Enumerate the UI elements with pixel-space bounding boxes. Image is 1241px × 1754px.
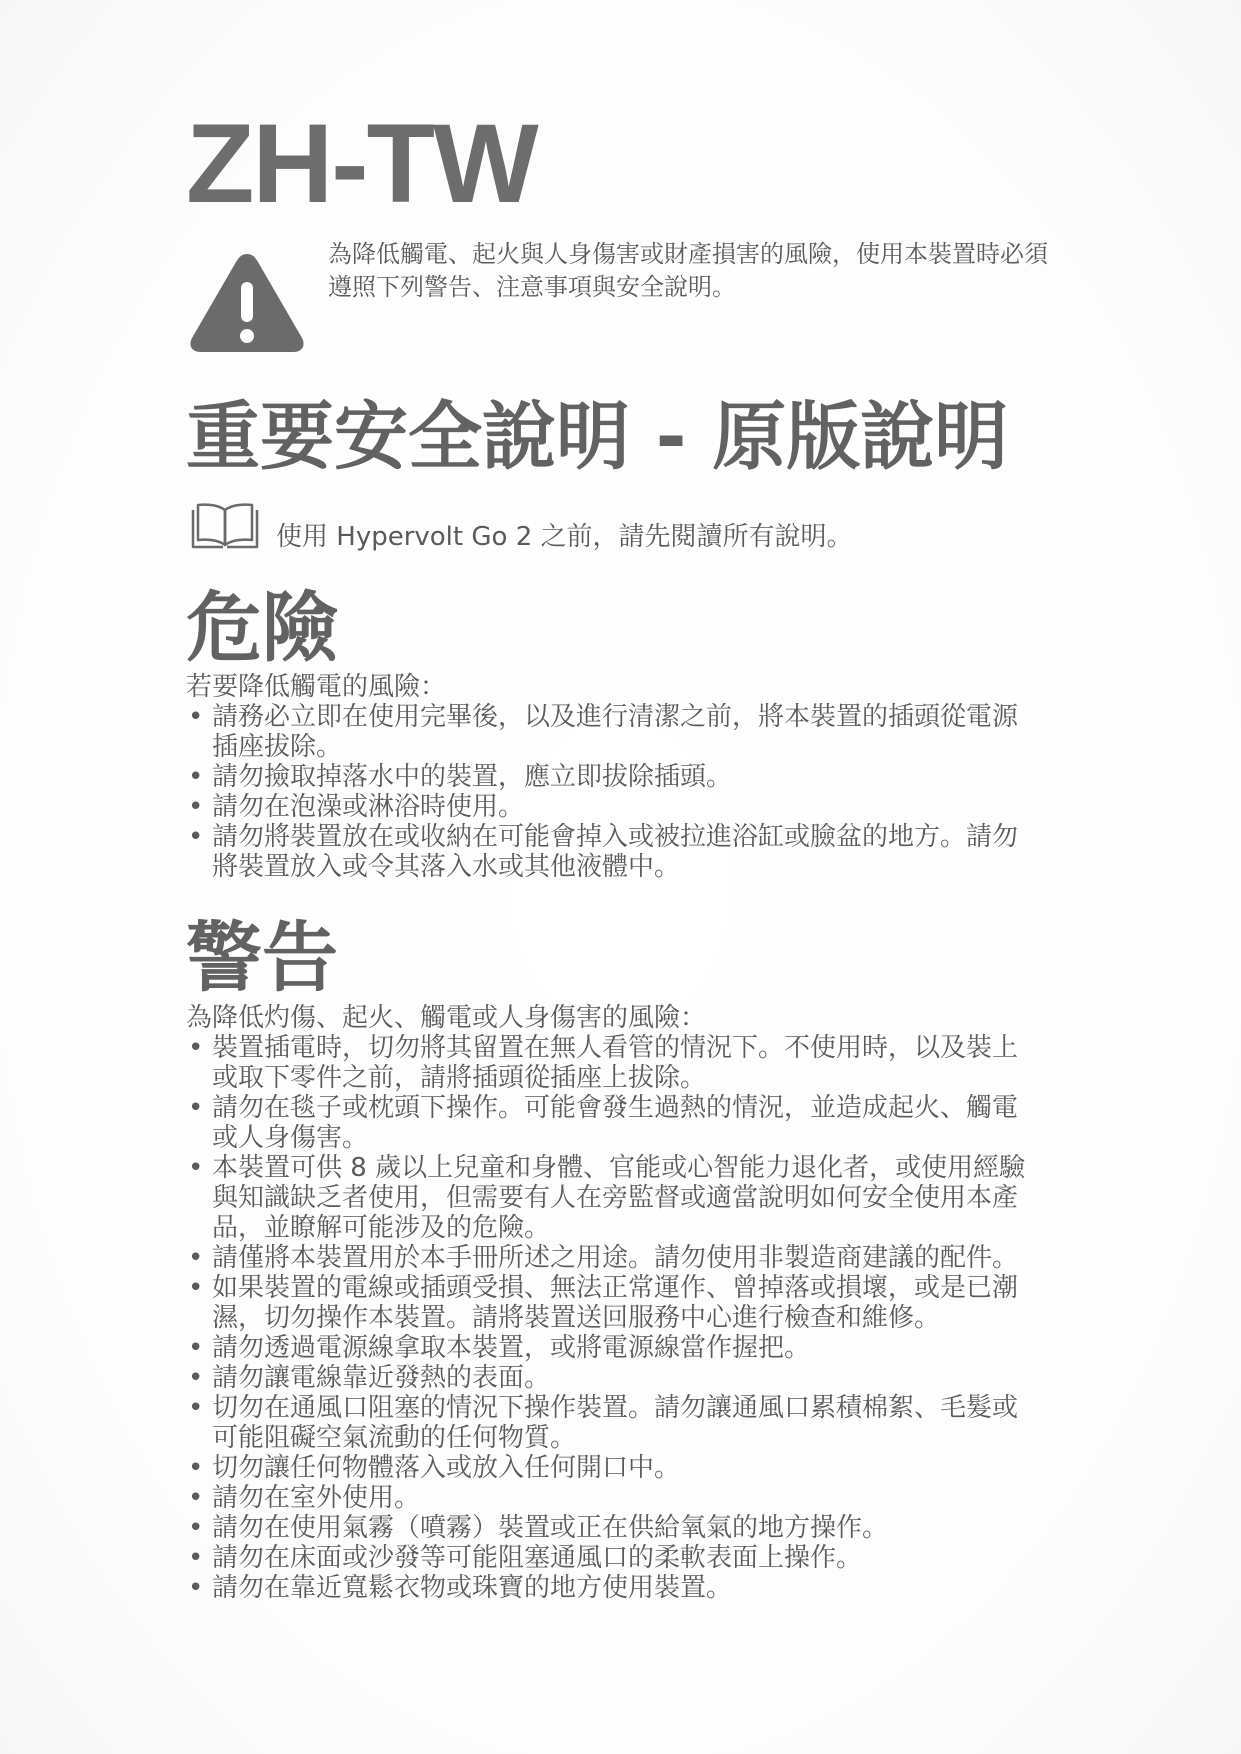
danger-lead: 若要降低觸電的風險： xyxy=(186,672,447,702)
list-item: • 如果裝置的電線或插頭受損、無法正常運作、曾掉落或損壞，或是已潮濕，切勿操作本裝置。請將裝置送回服務中心進行檢查和維修。 xyxy=(188,1273,1019,1333)
list-item: • 請僅將本裝置用於本手冊所述之用途。請勿使用非製造商建議的配件。 xyxy=(188,1243,1019,1273)
warning-heading: 警告 xyxy=(186,913,338,1002)
list-item: • 切勿在通風口阻塞的情況下操作裝置。請勿讓通風口累積棉絮、毛髮或可能阻礙空氣流動的任何物質。 xyxy=(188,1393,1019,1453)
read-instructions-note: 使用 Hypervolt Go 2 之前，請先閱讀所有說明。 xyxy=(276,522,853,552)
list-item: • 請勿在床面或沙發等可能阻塞通風口的柔軟表面上操作。 xyxy=(188,1543,863,1573)
warning-lead: 為降低灼傷、起火、觸電或人身傷害的風險： xyxy=(186,1003,707,1033)
list-item: • 請勿讓電線靠近發熱的表面。 xyxy=(188,1363,551,1393)
warning-triangle-icon xyxy=(186,248,308,356)
language-code-heading: ZH-TW xyxy=(186,101,537,226)
danger-heading: 危險 xyxy=(186,583,338,672)
list-item: • 請勿透過電源線拿取本裝置，或將電源線當作握把。 xyxy=(188,1333,811,1363)
important-safety-title: 重要安全說明 - 原版說明 xyxy=(186,394,1009,480)
list-item: • 請勿在毯子或枕頭下操作。可能會發生過熱的情況，並造成起火、觸電或人身傷害。 xyxy=(188,1093,1019,1153)
list-item: • 請勿在室外使用。 xyxy=(188,1483,421,1513)
open-book-icon xyxy=(188,500,262,550)
warning-intro-text: 為降低觸電、起火與人身傷害或財產損害的風險，使用本裝置時必須遵照下列警告、注意事項與安全說明。 xyxy=(328,240,1048,301)
list-item: • 請勿將裝置放在或收納在可能會掉入或被拉進浴缸或臉盆的地方。請勿將裝置放入或令其落入水或其他液體中。 xyxy=(188,822,1019,882)
list-item: • 裝置插電時，切勿將其留置在無人看管的情況下。不使用時，以及裝上或取下零件之前，請將插頭從插座上拔除。 xyxy=(188,1033,1019,1093)
list-item: • 請勿在泡澡或淋浴時使用。 xyxy=(188,792,525,822)
list-item: • 切勿讓任何物體落入或放入任何開口中。 xyxy=(188,1453,681,1483)
list-item: • 請勿撿取掉落水中的裝置，應立即拔除插頭。 xyxy=(188,762,733,792)
danger-list xyxy=(186,702,1036,882)
warning-list xyxy=(186,1033,1036,1603)
list-item: • 請勿在使用氣霧（噴霧）裝置或正在供給氧氣的地方操作。 xyxy=(188,1513,889,1543)
list-item: • 請務必立即在使用完畢後，以及進行清潔之前，將本裝置的插頭從電源插座拔除。 xyxy=(188,702,1019,762)
list-item: • 本裝置可供 8 歲以上兒童和身體、官能或心智能力退化者，或使用經驗與知識缺乏者使用，但需要有人在旁監督或適當說明如何安全使用本產品，並瞭解可能涉及的危險。 xyxy=(188,1153,1026,1243)
list-item: • 請勿在靠近寬鬆衣物或珠寶的地方使用裝置。 xyxy=(188,1573,733,1603)
